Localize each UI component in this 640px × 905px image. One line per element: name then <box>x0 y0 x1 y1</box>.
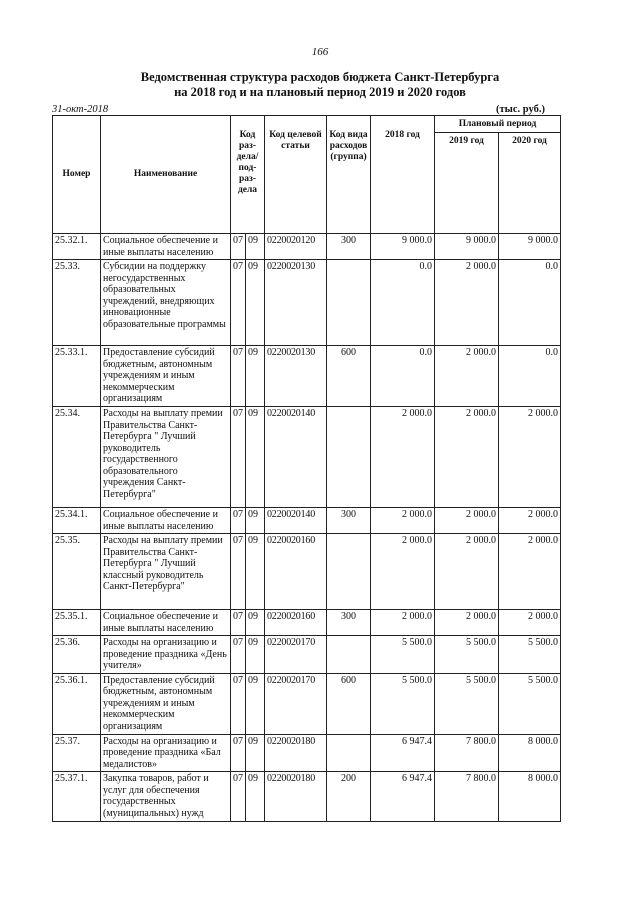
row-amount-2020: 2 000.0 <box>499 407 561 508</box>
table-row <box>53 234 561 260</box>
row-amount-2020: 8 000.0 <box>499 734 561 772</box>
row-number: 25.36. <box>53 636 101 674</box>
table-row <box>53 260 561 346</box>
row-target-code: 0220020180 <box>265 734 327 772</box>
row-name: Расходы на организацию и проведение праздника «Бал медалистов» <box>101 734 231 772</box>
row-amount-2018: 0.0 <box>371 346 435 407</box>
unit-label: (тыс. руб.) <box>496 104 545 115</box>
row-name: Расходы на выплату премии Правительства Санкт-Петербурга " Лучший классный руководитель Санкт-Петербурга" <box>101 534 231 610</box>
row-section: 07 <box>231 260 246 346</box>
row-target-code: 0220020140 <box>265 508 327 534</box>
row-section: 07 <box>231 673 246 734</box>
row-name: Расходы на выплату премии Правительства Санкт-Петербурга " Лучший руководитель государственного образовательного учреждения Санкт-Петербурга" <box>101 407 231 508</box>
row-number: 25.37. <box>53 734 101 772</box>
row-amount-2019: 2 000.0 <box>435 610 499 636</box>
row-subsection: 09 <box>246 346 265 407</box>
row-number: 25.33.1. <box>53 346 101 407</box>
row-expense-type: 200 <box>327 772 371 822</box>
row-target-code: 0220020170 <box>265 673 327 734</box>
row-number: 25.35.1. <box>53 610 101 636</box>
header-2018: 2018 год <box>371 116 435 234</box>
row-number: 25.36.1. <box>53 673 101 734</box>
row-name: Расходы на организацию и проведение праздника «День учителя» <box>101 636 231 674</box>
row-amount-2019: 2 000.0 <box>435 407 499 508</box>
row-subsection: 09 <box>246 407 265 508</box>
row-name: Социальное обеспечение и иные выплаты населению <box>101 508 231 534</box>
row-expense-type: 300 <box>327 508 371 534</box>
row-amount-2020: 9 000.0 <box>499 234 561 260</box>
table-row <box>53 772 561 822</box>
row-expense-type: 600 <box>327 673 371 734</box>
table-row <box>53 673 561 734</box>
header-2019: 2019 год <box>435 133 499 234</box>
row-section: 07 <box>231 534 246 610</box>
row-amount-2018: 2 000.0 <box>371 610 435 636</box>
table-row <box>53 534 561 610</box>
row-section: 07 <box>231 407 246 508</box>
row-subsection: 09 <box>246 673 265 734</box>
title-line-1: Ведомственная структура расходов бюджета Санкт-Петербурга <box>140 70 500 84</box>
row-amount-2018: 6 947.4 <box>371 772 435 822</box>
row-name: Закупка товаров, работ и услуг для обеспечения государственных (муниципальных) нужд <box>101 772 231 822</box>
table-row <box>53 407 561 508</box>
row-expense-type <box>327 734 371 772</box>
row-amount-2019: 2 000.0 <box>435 346 499 407</box>
table-header <box>53 116 561 234</box>
row-target-code: 0220020130 <box>265 346 327 407</box>
row-expense-type: 600 <box>327 346 371 407</box>
table-row <box>53 346 561 407</box>
row-subsection: 09 <box>246 772 265 822</box>
table-row <box>53 508 561 534</box>
row-section: 07 <box>231 610 246 636</box>
row-target-code: 0220020160 <box>265 610 327 636</box>
page-number: 166 <box>311 46 329 58</box>
row-amount-2018: 2 000.0 <box>371 534 435 610</box>
row-target-code: 0220020180 <box>265 772 327 822</box>
header-target: Код целевой статьи <box>265 116 327 234</box>
row-amount-2019: 2 000.0 <box>435 508 499 534</box>
row-target-code: 0220020120 <box>265 234 327 260</box>
row-subsection: 09 <box>246 508 265 534</box>
row-amount-2019: 7 800.0 <box>435 772 499 822</box>
row-expense-type: 300 <box>327 610 371 636</box>
budget-table <box>52 115 561 822</box>
row-amount-2019: 5 500.0 <box>435 673 499 734</box>
row-section: 07 <box>231 346 246 407</box>
row-amount-2018: 5 500.0 <box>371 636 435 674</box>
row-name: Социальное обеспечение и иные выплаты населению <box>101 234 231 260</box>
row-amount-2018: 5 500.0 <box>371 673 435 734</box>
row-expense-type <box>327 260 371 346</box>
header-type: Код вида расходов (группа) <box>327 116 371 234</box>
row-section: 07 <box>231 772 246 822</box>
row-number: 25.35. <box>53 534 101 610</box>
table-row <box>53 636 561 674</box>
row-amount-2018: 2 000.0 <box>371 407 435 508</box>
row-subsection: 09 <box>246 636 265 674</box>
row-expense-type: 300 <box>327 234 371 260</box>
row-name: Субсидии на поддержку негосударственных образовательных учреждений, внедряющих инновационные образовательные программы <box>101 260 231 346</box>
row-amount-2020: 5 500.0 <box>499 673 561 734</box>
row-target-code: 0220020160 <box>265 534 327 610</box>
row-amount-2019: 2 000.0 <box>435 534 499 610</box>
row-amount-2018: 2 000.0 <box>371 508 435 534</box>
report-date: 31-окт-2018 <box>52 104 109 115</box>
row-amount-2020: 2 000.0 <box>499 610 561 636</box>
row-amount-2019: 7 800.0 <box>435 734 499 772</box>
row-number: 25.34. <box>53 407 101 508</box>
header-planned-period: Плановый период <box>435 116 561 133</box>
row-subsection: 09 <box>246 734 265 772</box>
header-2020: 2020 год <box>499 133 561 234</box>
row-section: 07 <box>231 734 246 772</box>
row-expense-type <box>327 407 371 508</box>
row-target-code: 0220020130 <box>265 260 327 346</box>
row-amount-2019: 9 000.0 <box>435 234 499 260</box>
row-subsection: 09 <box>246 534 265 610</box>
row-amount-2020: 8 000.0 <box>499 772 561 822</box>
row-name: Предоставление субсидий бюджетным, автономным учреждениям и иным некоммерческим организациям <box>101 673 231 734</box>
table-row <box>53 734 561 772</box>
row-amount-2020: 2 000.0 <box>499 534 561 610</box>
row-number: 25.32.1. <box>53 234 101 260</box>
row-name: Предоставление субсидий бюджетным, автономным учреждениям и иным некоммерческим организациям <box>101 346 231 407</box>
row-amount-2018: 9 000.0 <box>371 234 435 260</box>
row-amount-2020: 5 500.0 <box>499 636 561 674</box>
row-expense-type <box>327 534 371 610</box>
header-number: Номер <box>53 116 101 234</box>
row-expense-type <box>327 636 371 674</box>
row-target-code: 0220020140 <box>265 407 327 508</box>
title-line-2: на 2018 год и на плановый период 2019 и 2020 годов <box>174 85 466 99</box>
row-number: 25.37.1. <box>53 772 101 822</box>
row-section: 07 <box>231 234 246 260</box>
table-row <box>53 610 561 636</box>
table-body <box>53 234 561 822</box>
row-amount-2019: 5 500.0 <box>435 636 499 674</box>
row-amount-2019: 2 000.0 <box>435 260 499 346</box>
row-section: 07 <box>231 508 246 534</box>
row-number: 25.34.1. <box>53 508 101 534</box>
row-section: 07 <box>231 636 246 674</box>
row-name: Социальное обеспечение и иные выплаты населению <box>101 610 231 636</box>
row-amount-2020: 2 000.0 <box>499 508 561 534</box>
header-section: Код раз- дела/ под- раз- дела <box>231 116 265 234</box>
document-title <box>0 70 640 100</box>
row-amount-2020: 0.0 <box>499 346 561 407</box>
row-amount-2018: 0.0 <box>371 260 435 346</box>
row-number: 25.33. <box>53 260 101 346</box>
header-name: Наименование <box>101 116 231 234</box>
row-subsection: 09 <box>246 234 265 260</box>
row-amount-2018: 6 947.4 <box>371 734 435 772</box>
row-subsection: 09 <box>246 610 265 636</box>
row-amount-2020: 0.0 <box>499 260 561 346</box>
row-subsection: 09 <box>246 260 265 346</box>
row-target-code: 0220020170 <box>265 636 327 674</box>
